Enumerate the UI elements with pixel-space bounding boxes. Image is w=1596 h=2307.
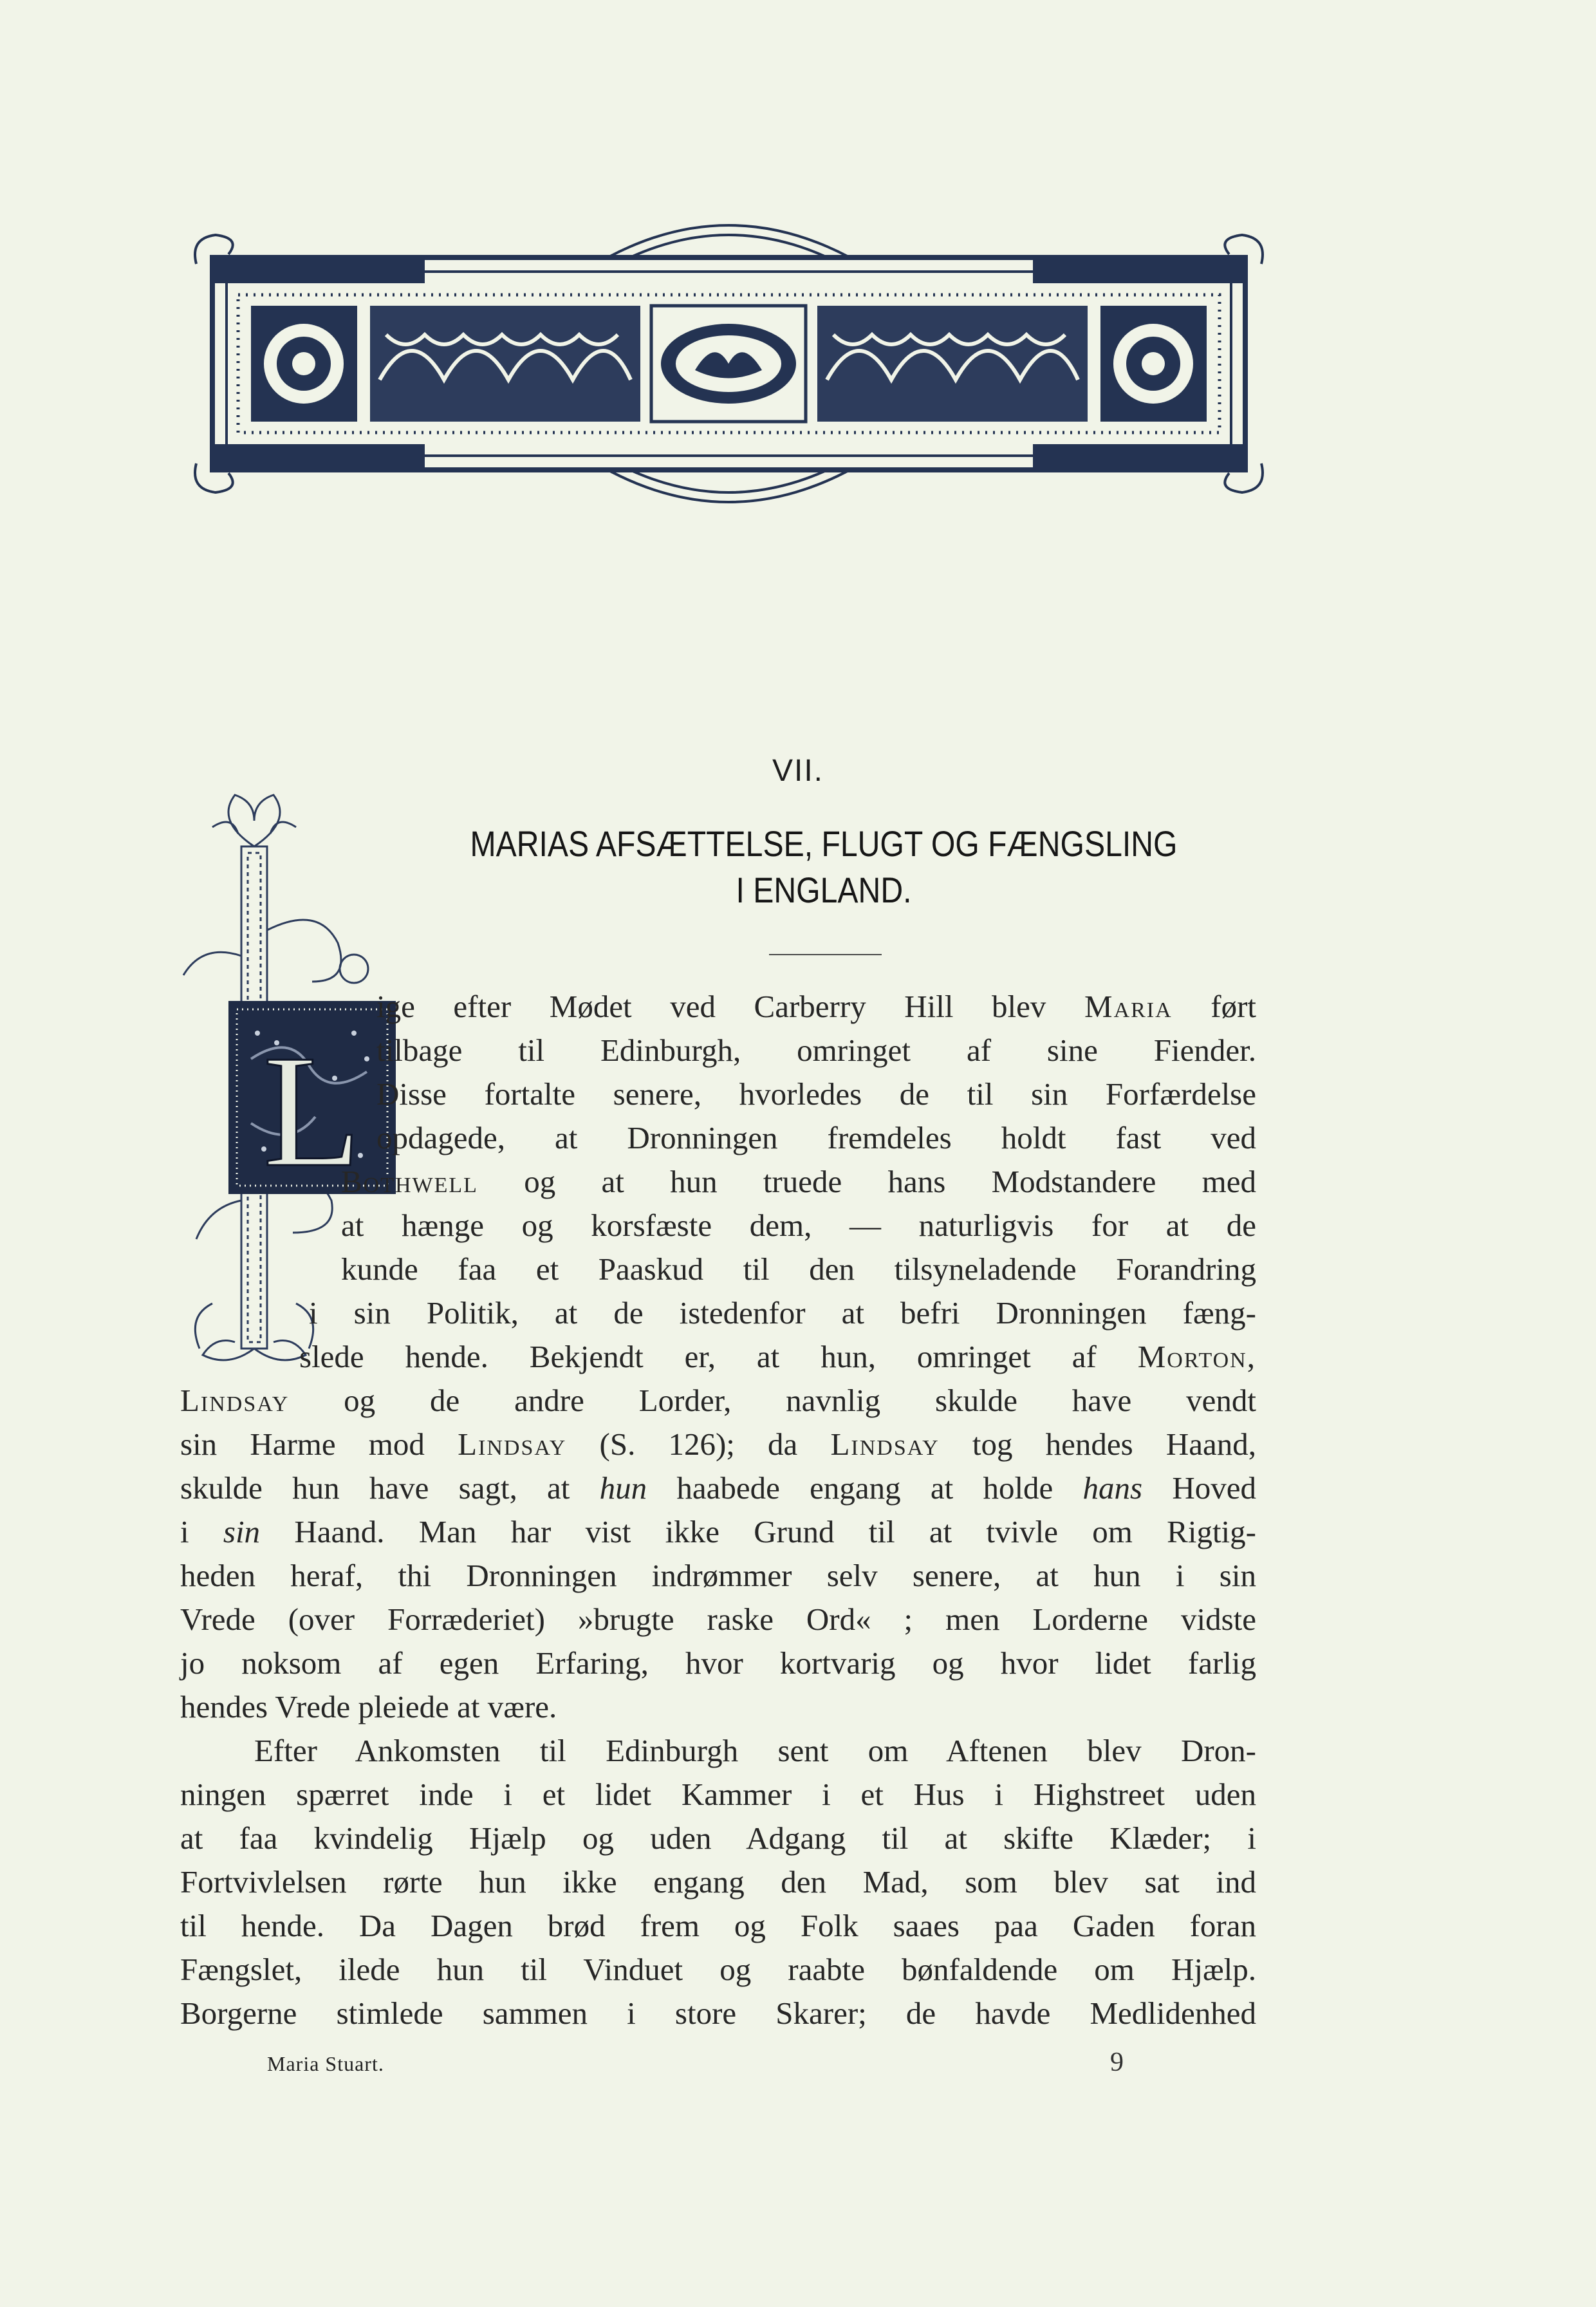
text-line bbox=[180, 1641, 1256, 1685]
chapter-title-line-2: I ENGLAND. bbox=[736, 870, 912, 910]
text-line bbox=[341, 1204, 1256, 1247]
headpiece-ornament bbox=[187, 187, 1271, 541]
initial-letter: L bbox=[263, 1022, 362, 1200]
italic-word: sin bbox=[223, 1514, 261, 1549]
text-segment: i sin Politik, at de istedenfor at befri Dronningen fæng- bbox=[309, 1295, 1256, 1331]
italic-word: hun bbox=[599, 1470, 647, 1506]
text-segment: ningen spærret inde i et lidet Kammer i et Hus i Highstreet uden bbox=[180, 1777, 1256, 1812]
small-caps-name: Maria bbox=[1084, 989, 1173, 1024]
small-caps-name: Lindsay bbox=[458, 1426, 567, 1462]
text-segment: Haand. Man har vist ikke Grund til at tvivle om Rigtig- bbox=[260, 1514, 1256, 1549]
chapter-title-line-1: MARIAS AFSÆTTELSE, FLUGT OG FÆNGSLING bbox=[470, 823, 1178, 864]
text-segment: (S. 126); da bbox=[566, 1426, 831, 1462]
page-number: 9 bbox=[1110, 2048, 1124, 2077]
text-line bbox=[376, 985, 1256, 1029]
text-line bbox=[376, 1029, 1256, 1072]
text-line bbox=[180, 1510, 1256, 1554]
text-line bbox=[299, 1335, 1256, 1379]
text-segment: hendes Vrede pleiede at være. bbox=[180, 1689, 557, 1724]
text-segment: sin Harme mod bbox=[180, 1426, 458, 1462]
chapter-number: VII. bbox=[772, 754, 824, 788]
small-caps-name: Morton, bbox=[1137, 1339, 1256, 1374]
text-line bbox=[376, 1072, 1256, 1116]
text-segment: og de andre Lorder, navnlig skulde have vendt bbox=[289, 1383, 1256, 1418]
small-caps-name: Lindsay bbox=[180, 1383, 290, 1418]
text-segment: slede hende. Bekjendt er, at hun, omringet af bbox=[299, 1339, 1138, 1374]
text-line bbox=[341, 1247, 1256, 1291]
text-line bbox=[180, 1904, 1256, 1948]
text-line bbox=[341, 1160, 1256, 1204]
text-line bbox=[180, 1598, 1256, 1641]
running-footer: Maria Stuart. bbox=[267, 2052, 384, 2075]
text-segment: kunde faa et Paaskud til den tilsyneladende Forandring bbox=[341, 1251, 1256, 1287]
text-line bbox=[180, 1379, 1256, 1423]
text-line bbox=[180, 1948, 1256, 1992]
chapter-title bbox=[458, 821, 1189, 913]
text-segment: Vrede (over Forræderiet) »brugte raske Ord« ; men Lorderne vidste bbox=[180, 1602, 1256, 1637]
text-segment: tilbage til Edinburgh, omringet af sine Fiender. bbox=[376, 1032, 1256, 1068]
text-segment: skulde hun have sagt, at bbox=[180, 1470, 600, 1506]
small-caps-name: Lindsay bbox=[830, 1426, 940, 1462]
italic-word: hans bbox=[1082, 1470, 1143, 1506]
title-rule bbox=[769, 954, 882, 955]
text-segment: til hende. Da Dagen brød frem og Folk saaes paa Gaden foran bbox=[180, 1908, 1256, 1943]
small-caps-name: Bothwell bbox=[341, 1164, 478, 1199]
text-segment: og at hun truede hans Modstandere med bbox=[478, 1164, 1256, 1199]
text-segment: at faa kvindelig Hjælp og uden Adgang til at skifte Klæder; i bbox=[180, 1820, 1256, 1856]
text-line bbox=[309, 1291, 1256, 1335]
text-segment: i bbox=[180, 1514, 223, 1549]
text-segment: haabede engang at holde bbox=[647, 1470, 1083, 1506]
text-segment: Borgerne stimlede sammen i store Skarer; de havde Medlidenhed bbox=[180, 1995, 1256, 2031]
text-segment: jo noksom af egen Erfaring, hvor kortvarig og hvor lidet farlig bbox=[180, 1645, 1256, 1681]
text-line bbox=[180, 1817, 1256, 1860]
text-segment: opdagede, at Dronningen fremdeles holdt fast ved bbox=[376, 1120, 1256, 1155]
text-line bbox=[180, 1423, 1256, 1466]
text-line bbox=[180, 1466, 1256, 1510]
text-segment: Fortvivlelsen rørte hun ikke engang den Mad, som blev sat ind bbox=[180, 1864, 1256, 1900]
text-line bbox=[180, 1992, 1256, 2035]
text-segment: ført bbox=[1172, 989, 1257, 1024]
body-text bbox=[180, 985, 1256, 2035]
text-segment: Hoved bbox=[1142, 1470, 1256, 1506]
text-line bbox=[180, 1685, 1256, 1729]
text-segment: Fængslet, ilede hun til Vinduet og raabte bønfaldende om Hjælp. bbox=[180, 1952, 1256, 1987]
text-segment: Disse fortalte senere, hvorledes de til sin Forfærdelse bbox=[376, 1076, 1256, 1112]
text-line bbox=[376, 1116, 1256, 1160]
text-segment: tog hendes Haand, bbox=[939, 1426, 1256, 1462]
text-line bbox=[180, 1860, 1256, 1904]
text-line bbox=[180, 1554, 1256, 1598]
text-segment: ige efter Mødet ved Carberry Hill blev bbox=[376, 989, 1084, 1024]
text-line bbox=[180, 1773, 1256, 1817]
text-segment: Efter Ankomsten til Edinburgh sent om Aftenen blev Dron- bbox=[254, 1733, 1256, 1768]
text-segment: heden heraf, thi Dronningen indrømmer selv senere, at hun i sin bbox=[180, 1558, 1256, 1593]
text-line bbox=[180, 1729, 1256, 1773]
text-segment: at hænge og korsfæste dem, — naturligvis for at de bbox=[341, 1208, 1256, 1243]
